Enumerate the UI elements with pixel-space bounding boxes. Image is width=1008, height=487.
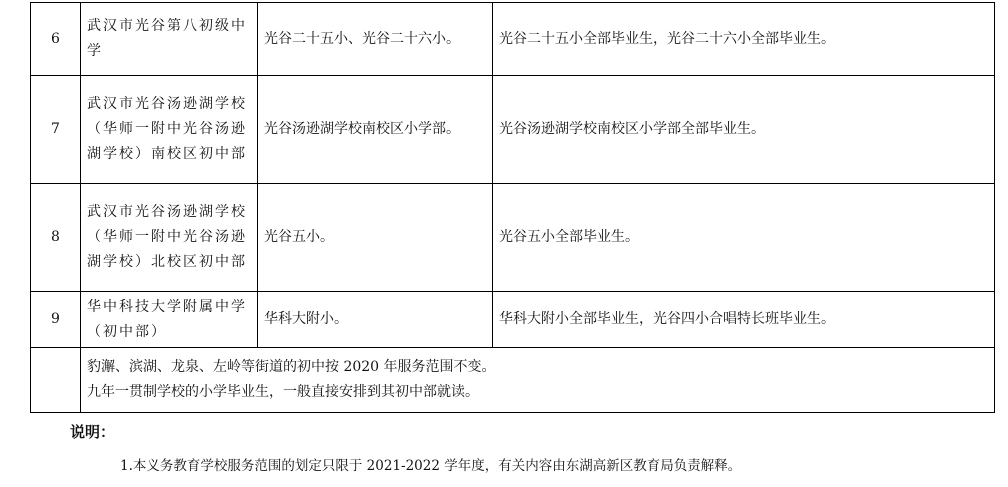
graduate-scope: 光谷二十五小全部毕业生，光谷二十六小全部毕业生。 [493,3,995,76]
row-number: 8 [31,184,81,292]
explanation-text: 1.本义务教育学校服务范围的划定只限于 2021-2022 学年度，有关内容由东湖高新区教育局负责解释。 [120,458,742,474]
middle-school-name: 武汉市光谷汤逊湖学校（华师一附中光谷汤逊湖学校）南校区初中部 [81,76,258,184]
row-number: 7 [31,76,81,184]
row-number: 9 [31,292,81,348]
table-note [81,348,995,413]
row-number: 6 [31,3,81,76]
primary-schools: 华科大附小。 [258,292,493,348]
explanation-title: 说明： [70,423,116,441]
primary-schools: 光谷汤逊湖学校南校区小学部。 [258,76,493,184]
middle-school-name: 武汉市光谷第八初级中学 [81,3,258,76]
graduate-scope: 华科大附小全部毕业生，光谷四小合唱特长班毕业生。 [493,292,995,348]
table-row [31,348,995,413]
service-area-table [30,2,995,413]
graduate-scope: 光谷汤逊湖学校南校区小学部全部毕业生。 [493,76,995,184]
graduate-scope: 光谷五小全部毕业生。 [493,184,995,292]
table-row [31,184,995,292]
table-row [31,3,995,76]
primary-schools: 光谷二十五小、光谷二十六小。 [258,3,493,76]
table-row [31,76,995,184]
primary-schools: 光谷五小。 [258,184,493,292]
note-line: 豹澥、滨湖、龙泉、左岭等街道的初中按 2020 年服务范围不变。 [87,359,496,375]
empty-cell [31,348,81,413]
table-row [31,292,995,348]
middle-school-name: 华中科技大学附属中学（初中部） [81,292,258,348]
middle-school-name: 武汉市光谷汤逊湖学校（华师一附中光谷汤逊湖学校）北校区初中部 [81,184,258,292]
note-line: 九年一贯制学校的小学毕业生，一般直接安排到其初中部就读。 [87,384,479,400]
